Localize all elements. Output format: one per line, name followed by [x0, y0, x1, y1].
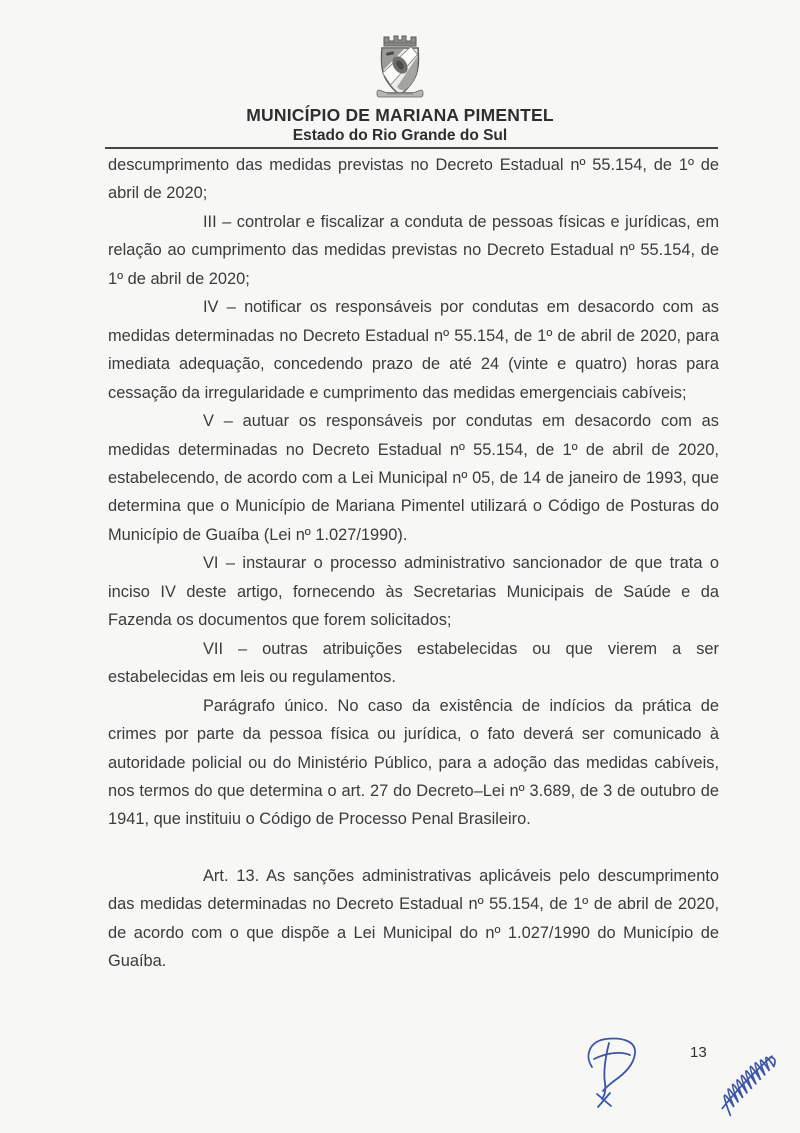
body-paragraph-item-vi: VI – instaurar o processo administrativo sancionador de que trata o inciso IV deste artigo, fornecendo às Secretarias Municipais de Saúde e da Fazenda os documentos que forem solicitados;	[108, 554, 719, 630]
body-paragraph-item-vii: VII – outras atribuições estabelecidas ou que vierem a ser estabelecidas em leis ou regulamentos.	[108, 639, 719, 687]
body-paragraph-item-iii: III – controlar e fiscalizar a conduta de pessoas físicas e jurídicas, em relação ao cumprimento das medidas previstas no Decreto Estadual nº 55.154, de 1º de abril de 2020;	[108, 212, 719, 288]
body-paragraph-art-13: Art. 13. As sanções administrativas aplicáveis pelo descumprimento das medidas determinadas no Decreto Estadual nº 55.154, de 1º de abril de 2020, de acordo com o que dispõe a Lei Municipal do nº 1.027/1990 do Município de Guaíba.	[108, 866, 719, 971]
municipality-title: MUNICÍPIO DE MARIANA PIMENTEL	[246, 105, 554, 125]
municipal-crest-icon	[367, 30, 433, 102]
body-paragraph-paragrafo-unico: Parágrafo único. No caso da existência de indícios da prática de crimes por parte da pessoa física ou jurídica, o fato deverá ser comunicado à autoridade policial ou do Ministério Público, para a adoção das medidas cabíveis, nos termos do que determina o art. 27 do Decreto–Lei nº 3.689, de 3 de outubro de 1941, que instituiu o Código de Processo Penal Brasileiro.	[108, 696, 719, 829]
page-number: 13	[690, 1044, 707, 1061]
body-paragraph-item-iv: IV – notificar os responsáveis por condutas em desacordo com as medidas determinadas no Decreto Estadual nº 55.154, de 1º de abril de 2020, para imediata adequação, concedendo prazo de até 24 (vinte e quatro) horas para cessação da irregularidade e cumprimento das medidas emergenciais cabíveis;	[108, 298, 719, 402]
state-subtitle: Estado do Rio Grande do Sul	[292, 127, 508, 144]
header-divider	[105, 147, 718, 149]
signature-initials-right	[711, 1044, 800, 1124]
body-paragraph-continuation: descumprimento das medidas previstas no Decreto Estadual nº 55.154, de 1º de abril de 2020;	[108, 156, 719, 203]
document-body	[108, 151, 719, 976]
document-header	[0, 30, 800, 145]
signature-initials-left	[582, 1033, 646, 1109]
body-paragraph-item-v: V – autuar os responsáveis por condutas em desacordo com as medidas determinadas no Decreto Estadual nº 55.154, de 1º de abril de 2020, estabelecendo, de acordo com a Lei Municipal nº 05, de 14 de janeiro de 1993, que determina que o Município de Mariana Pimentel utilizará o Código de Posturas do Município de Guaíba (Lei nº 1.027/1990).	[108, 412, 719, 544]
